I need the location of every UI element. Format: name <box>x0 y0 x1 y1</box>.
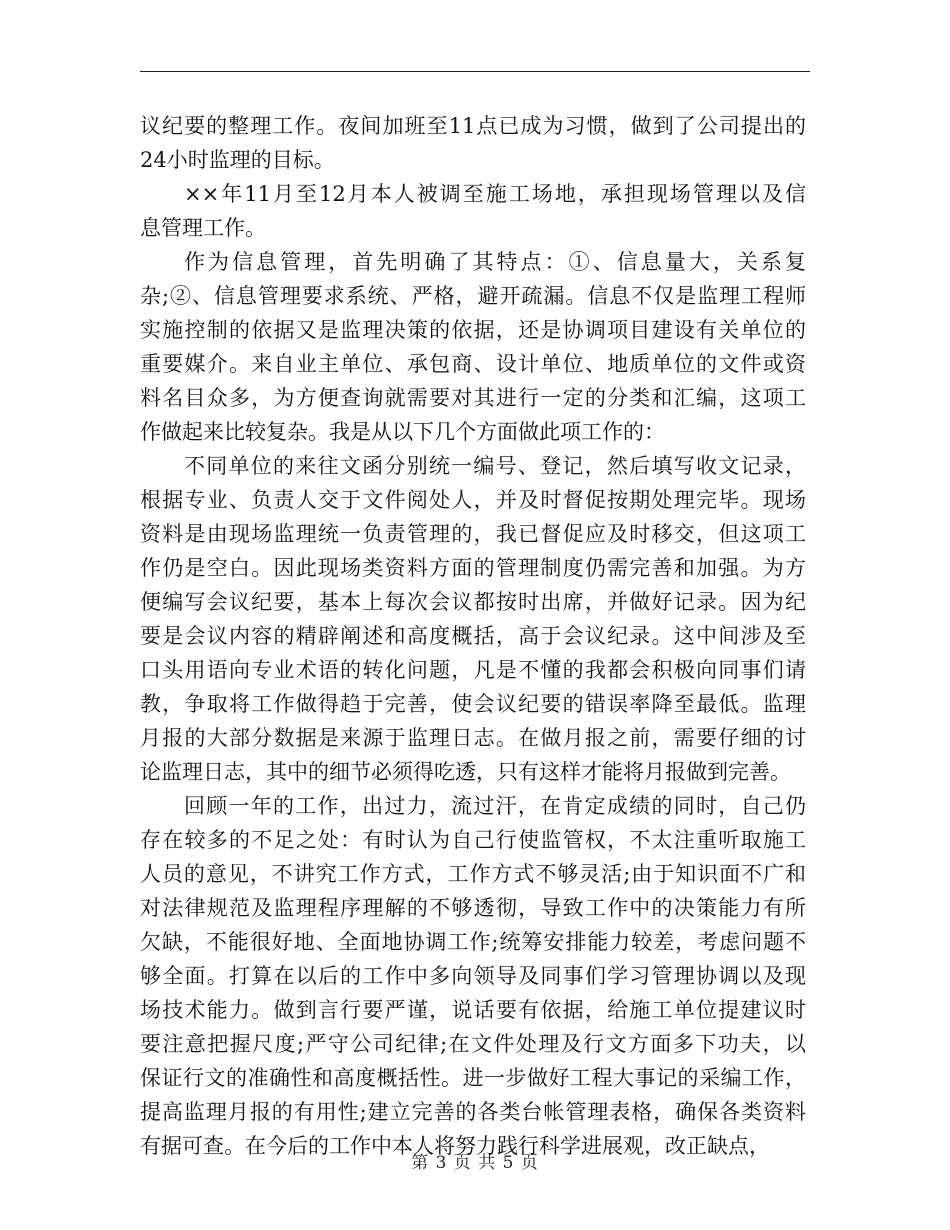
text-line: 重要媒介。来自业主单位、承包商、设计单位、地质单位的文件或资 <box>140 352 806 376</box>
text-line: 对法律规范及监理程序理解的不够透彻，导致工作中的决策能力有所 <box>140 896 806 920</box>
text-line: 资料是由现场监理统一负责管理的，我已督促应及时移交，但这项工 <box>140 522 806 546</box>
text-line: 作做起来比较复杂。我是从以下几个方面做此项工作的： <box>140 420 665 444</box>
text-line: 息管理工作。 <box>140 216 266 240</box>
text-line: 作仍是空白。因此现场类资料方面的管理制度仍需完善和加强。为方 <box>140 556 806 580</box>
text-line: 够全面。打算在以后的工作中多向领导及同事们学习管理协调以及现 <box>140 964 806 988</box>
text-line: 教，争取将工作做得趋于完善，使会议纪要的错误率降至最低。监理 <box>140 692 806 716</box>
text-line: 实施控制的依据又是监理决策的依据，还是协调项目建设有关单位的 <box>140 318 806 342</box>
text-line: 要是会议内容的精辟阐述和高度概括，高于会议纪录。这中间涉及至 <box>140 624 806 648</box>
text-line: 杂;②、信息管理要求系统、严格，避开疏漏。信息不仅是监理工程师 <box>140 284 806 308</box>
text-line: 场技术能力。做到言行要严谨，说话要有依据，给施工单位提建议时 <box>140 998 806 1022</box>
text-line: 24小时监理的目标。 <box>140 148 335 172</box>
page-footer: 第 3 页 共 5 页 <box>411 1153 539 1173</box>
text-line: 便编写会议纪要，基本上每次会议都按时出席，并做好记录。因为纪 <box>140 590 806 614</box>
text-line: 月报的大部分数据是来源于监理日志。在做月报之前，需要仔细的讨 <box>140 726 806 750</box>
text-line: 料名目众多，为方便查询就需要对其进行一定的分类和汇编，这项工 <box>140 386 806 410</box>
body-text <box>140 109 806 1163</box>
text-line: 保证行文的准确性和高度概括性。进一步做好工程大事记的采编工作， <box>140 1066 806 1090</box>
text-line: 作为信息管理，首先明确了其特点：①、信息量大，关系复 <box>184 250 806 274</box>
text-line: 论监理日志，其中的细节必须得吃透，只有这样才能将月报做到完善。 <box>140 760 791 784</box>
text-line: 有据可查。在今后的工作中本人将努力践行科学进展观，改正缺点， <box>140 1134 770 1158</box>
text-line: 口头用语向专业术语的转化问题，凡是不懂的我都会积极向同事们请 <box>140 658 806 682</box>
header-rule <box>140 71 810 72</box>
text-line: 存在较多的不足之处：有时认为自己行使监管权，不太注重听取施工 <box>140 828 806 852</box>
text-line: 回顾一年的工作，出过力，流过汗，在肯定成绩的同时，自己仍 <box>184 794 806 818</box>
text-line: 欠缺，不能很好地、全面地协调工作;统筹安排能力较差，考虑问题不 <box>140 930 806 954</box>
text-line: 不同单位的来往文函分别统一编号、登记，然后填写收文记录， <box>184 454 806 478</box>
text-line: 根据专业、负责人交于文件阅处人，并及时督促按期处理完毕。现场 <box>140 488 806 512</box>
text-line: 要注意把握尺度;严守公司纪律;在文件处理及行文方面多下功夫，以 <box>140 1032 806 1056</box>
text-line: 人员的意见，不讲究工作方式，工作方式不够灵活;由于知识面不广和 <box>140 862 806 886</box>
text-line: 提高监理月报的有用性;建立完善的各类台帐管理表格，确保各类资料 <box>140 1100 806 1124</box>
text-line: 议纪要的整理工作。夜间加班至11点已成为习惯，做到了公司提出的 <box>140 114 806 138</box>
text-line: ××年11月至12月本人被调至施工场地，承担现场管理以及信 <box>184 182 806 206</box>
